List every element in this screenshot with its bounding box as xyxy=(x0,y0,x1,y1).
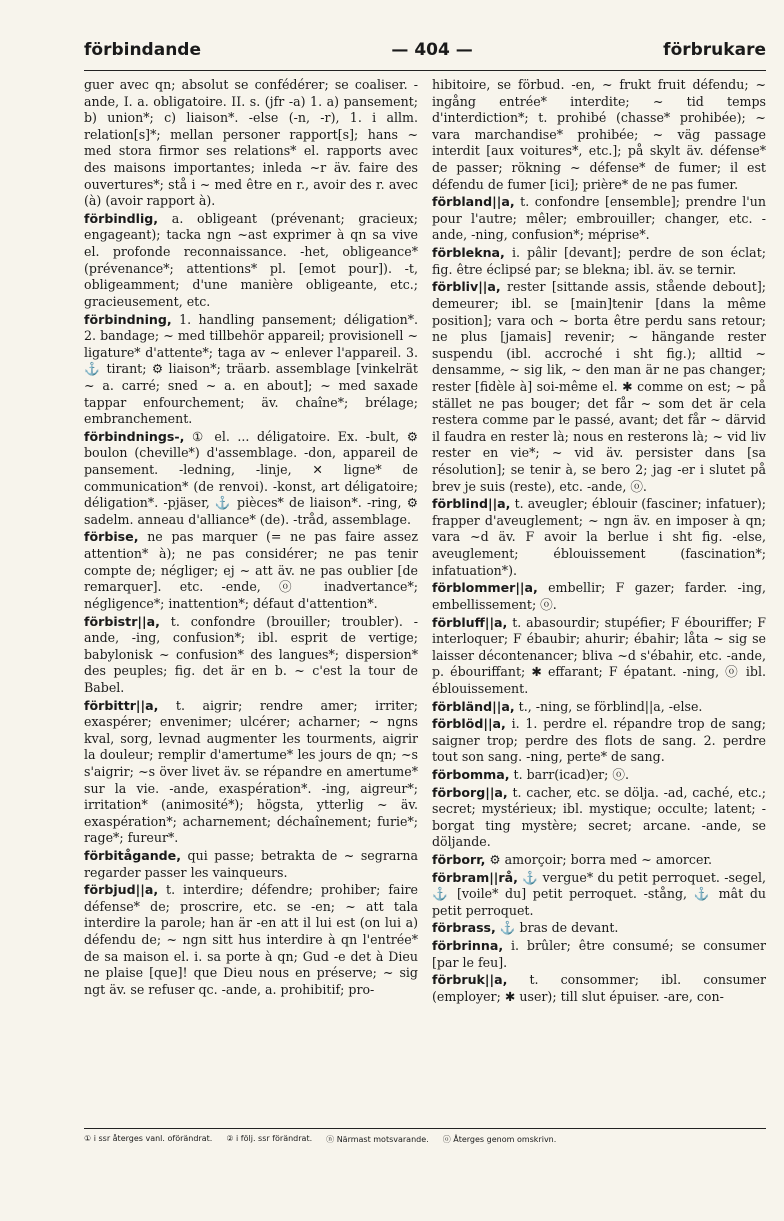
dictionary-entry xyxy=(432,870,766,920)
legend-symbol-icon: ① xyxy=(84,1134,92,1143)
dictionary-entry xyxy=(432,938,766,971)
dictionary-entry xyxy=(84,77,418,210)
entry-text: i. 1. perdre el. répandre trop de sang; saigner trop; perdre des flots de sang. 2. perdre tout son sang. -ning, perte* de sang. xyxy=(432,716,766,765)
footer-legend-item xyxy=(226,1134,312,1145)
entry-text: hibitoire, se förbud. -en, ~ frukt fruit défendu; ~ ingång entrée* interdite; ~ tid temps d'interdiction*; t. prohibé (chasse* prohibée); ~ vara marchandise* prohibée; ~ väg passage interdit [aux voitures*, etc.]; på skylt äv. défense* de passer; rökning ~ défense* de fumer; il est défendu de fumer [ici]; prière* de ne pas fumer. xyxy=(432,77,766,192)
entry-lemma: förblind||a, xyxy=(432,496,511,512)
dictionary-entry xyxy=(84,529,418,612)
entry-lemma: förbland||a, xyxy=(432,194,515,210)
entry-text: t. confondre (brouiller; troubler). -ande, -ing, confusion*; ibl. esprit de vertige; babylonisk ~ confusion* des langues*; dispersion* des peuples; fig. det är en b. ~ c'est la tour de Babel. xyxy=(84,613,418,695)
dictionary-entry xyxy=(432,580,766,613)
entry-text: i. pâlir [devant]; perdre de son éclat; fig. être éclipsé par; se blekna; ibl. äv. se ternir. xyxy=(432,245,766,277)
entry-text: t. consommer; ibl. consumer (employer; ✱ user); till slut épuiser. -are, con- xyxy=(432,972,766,1004)
entry-lemma: förbrass, xyxy=(432,920,496,936)
entry-text: ⚓ bras de devant. xyxy=(495,920,619,936)
dictionary-entry xyxy=(432,920,766,937)
entry-lemma: förbluff||a, xyxy=(432,614,508,630)
entry-text: qui passe; betrakta de ~ segrarna regarder passer les vainqueurs. xyxy=(84,848,418,880)
entry-lemma: förbindning, xyxy=(84,311,172,327)
legend-text: Återges genom omskrivn. xyxy=(453,1135,557,1144)
entry-lemma: förbjud||a, xyxy=(84,882,159,898)
entry-text: ⚙ amorçoir; borra med ~ amorcer. xyxy=(485,852,713,868)
footer-legend-item xyxy=(326,1134,429,1145)
entry-lemma: förborr, xyxy=(432,852,486,868)
entry-text: i. brûler; être consumé; se consumer [par le feu]. xyxy=(432,938,766,970)
entry-lemma: förbomma, xyxy=(432,766,510,782)
dictionary-entry xyxy=(84,848,418,881)
dictionary-entry xyxy=(432,496,766,579)
entry-text: a. obligeant (prévenant; gracieux; engageant); tacka ngn ~ast exprimer à qn sa vive el. profonde reconnaissance. -het, obligeance* (prévenance*; attentions* pl. [emot pour]). -t, obligeamment; d'une manière obligeante, etc.; gracieusement, etc. xyxy=(84,210,418,309)
footer-legend-item xyxy=(84,1134,212,1145)
entry-text: rester [sittande assis, stående debout]; demeurer; ibl. se [main]tenir [dans la même position]; vara och ~ borta être perdu sans retour; ne plus [jamais] revenir; ~ hängande rester suspendu (ibl. accroché i sht fig.); alltid ~ densamme, ~ sig lik, ~ den man är ne pas changer; rester [fidèle à] soi-même el. ✱ comme on est; ~ på stället ne pas bouger; det får ~ som det är cela restera comme par le passé, avant; det får ~ därvid il faudra en rester là; nous en resterons là; ~ vid liv rester en vie*; ~ vid äv. persister dans [sa résolution]; se tenir à, se bero 2; jag -er i slutet på brev je suis (reste), etc. -ande, ⓞ. xyxy=(432,279,766,494)
entry-text: t., -ning, se förblind||a, -else. xyxy=(514,698,703,714)
entry-lemma: förbittr||a, xyxy=(84,697,159,713)
entry-text: t. interdire; défendre; prohiber; faire défense* de; proscrire, etc. se -en; ~ att tala interdire la parole; han är -en att il lui est (on lui a) défendu de; ~ ngn sitt hus interdire à qn l'entrée* de sa maison el. i. sa porte à qn; Gud -e det à Dieu ne plaise [que]! que Dieu nous en préserve; ~ sig ngt äv. se refuser qc. -ande, a. prohibitif; pro- xyxy=(84,882,418,997)
dictionary-entry xyxy=(84,429,418,529)
dictionary-entry xyxy=(84,882,418,998)
header-right-headword: förbrukare xyxy=(663,40,766,60)
page-footer-legend xyxy=(84,1128,766,1145)
entry-text: t. abasourdir; stupéfier; F ébouriffer; F interloquer; F ébaubir; ahurir; ébahir; låta ~ sig se laisser décontenancer; bliva ~d s'ébahir, etc. -ande, p. ébouriffant; ✱ effarant; F épatant. -ning, ⓞ ibl. éblouissement. xyxy=(432,614,766,696)
entry-lemma: förblommer||a, xyxy=(432,580,538,596)
legend-text: i ssr återges vanl. oförändrat. xyxy=(93,1134,213,1143)
entry-lemma: förborg||a, xyxy=(432,784,508,800)
legend-text: i följ. ssr förändrat. xyxy=(236,1134,313,1143)
entry-text: ① el. ... déligatoire. Ex. -bult, ⚙ boulon (cheville*) d'assemblage. -don, appareil de pansement. -ledning, -linje, ✕ ligne* de communication* (de renvoi). -konst, art déligatoire; déligation*. -pjäser, ⚓ pièces* de liaison*. -ring, ⚙ sadelm. anneau d'alliance* (de). -tråd, assemblage. xyxy=(84,428,418,527)
dictionary-entry xyxy=(432,194,766,244)
entry-lemma: förbistr||a, xyxy=(84,613,160,629)
entry-lemma: förblöd||a, xyxy=(432,716,506,732)
entry-text: t. confondre [ensemble]; prendre l'un pour l'autre; mêler; embrouiller; changer, etc. -ande, -ning, confusion*; méprise*. xyxy=(432,194,766,243)
page-number: — 404 — xyxy=(391,40,473,60)
dictionary-entry xyxy=(84,614,418,697)
entry-lemma: förbise, xyxy=(84,529,139,545)
entry-lemma: förbitågande, xyxy=(84,848,182,864)
dictionary-entry xyxy=(432,245,766,278)
header-left-headword: förbindande xyxy=(84,40,201,60)
dictionary-entry xyxy=(432,767,766,784)
entry-lemma: förbram||rå, xyxy=(432,869,518,885)
dictionary-entry xyxy=(432,77,766,193)
entry-lemma: förbländ||a, xyxy=(432,698,515,714)
dictionary-entry xyxy=(432,852,766,869)
dictionary-entry xyxy=(432,615,766,698)
dictionary-entry xyxy=(432,279,766,495)
dictionary-entry xyxy=(84,698,418,847)
legend-symbol-icon: ⓞ xyxy=(442,1135,451,1144)
entry-text: t. aigrir; rendre amer; irriter; exaspérer; envenimer; ulcérer; acharner; ~ ngns kval, sorg, levnad augmenter les tourments, aigrir la douleur; remplir d'amertume* les jours de qn; ~s s'aigrir; ~s över livet äv. se répandre en amertume* sur la vie. -ande, exaspération*. -ing, aigreur*; irritation* (animosité*); högsta, ytterlig ~ äv. exaspération*; acharnement; déchaînement; furie*; rage*; fureur*. xyxy=(84,697,418,846)
legend-symbol-icon: ⓝ xyxy=(326,1135,335,1144)
left-column xyxy=(84,77,418,1117)
dictionary-entry xyxy=(432,699,766,716)
dictionary-entry xyxy=(84,312,418,428)
entry-lemma: förbruk||a, xyxy=(432,972,508,988)
entry-text: ⚓ vergue* du petit perroquet. -segel, ⚓ [voile* du] petit perroquet. -stång, ⚓ mât du petit perroquet. xyxy=(432,869,766,918)
entry-text: t. aveugler; éblouir (fasciner; infatuer); frapper d'aveuglement; ~ ngn äv. en imposer à qn; vara ~d äv. F avoir la berlue i sht fig. -else, aveuglement; éblouissement (fascination*; infatuation*). xyxy=(432,496,766,578)
entry-text: ne pas marquer (= ne pas faire assez attention* à); ne pas considérer; ne pas tenir compte de; négliger; ej ~ att äv. ne pas oublier [de remarquer]. etc. -ende, ⓞ inadvertance*; négligence*; inattention*; défaut d'attention*. xyxy=(84,529,418,611)
entry-text: guer avec qn; absolut se confédérer; se coaliser. -ande, I. a. obligatoire. II. s. (jfr -a) 1. a) pansement; b) union*; c) liaison*. -else (-n, -r), 1. i allm. relation[s]*; mellan personer rapport[s]; hans ~ med stora firmor ses relations* el. rapports avec des maisons importantes; inleda ~r äv. faire des ouvertures*; stå i ~ med être en r., avoir des r. avec (à) (avoir rapport à). xyxy=(84,77,418,209)
entry-lemma: förblekna, xyxy=(432,245,505,261)
entry-lemma: förbindlig, xyxy=(84,210,159,226)
entry-lemma: förbliv||a, xyxy=(432,279,501,295)
entry-lemma: förbindnings-, xyxy=(84,428,185,444)
entry-text: embellir; F gazer; farder. -ing, embellissement; ⓞ. xyxy=(432,580,766,612)
entry-text: t. barr(icad)er; ⓞ. xyxy=(509,766,630,782)
dictionary-entry xyxy=(432,716,766,766)
entry-text: t. cacher, etc. se dölja. -ad, caché, etc.; secret; mystérieux; ibl. mystique; occulte; latent; -borgat ting mystère; secret; arcane. -ande, se döljande. xyxy=(432,784,766,850)
right-column xyxy=(432,77,766,1117)
footer-legend-item xyxy=(443,1134,557,1145)
dictionary-entry xyxy=(432,785,766,851)
legend-symbol-icon: ② xyxy=(226,1134,234,1143)
legend-text: Närmast motsvarande. xyxy=(336,1135,429,1144)
entry-text: 1. handling pansement; déligation*. 2. bandage; ~ med tillbehör appareil; provisionell ~ ligature* d'attente*; taga av ~ enlever l'appareil. 3. ⚓ tirant; ⚙ liaison*; träarb. assemblage [vinkelrät ~ a. carré; sned ~ a. en about]; ~ med saxade tappar enfourchement; äv. chaîne*; brélage; embranchement. xyxy=(84,311,418,427)
page-header xyxy=(84,40,766,71)
entry-lemma: förbrinna, xyxy=(432,938,504,954)
dictionary-entry xyxy=(432,972,766,1005)
two-column-body xyxy=(84,77,766,1117)
dictionary-entry xyxy=(84,211,418,311)
